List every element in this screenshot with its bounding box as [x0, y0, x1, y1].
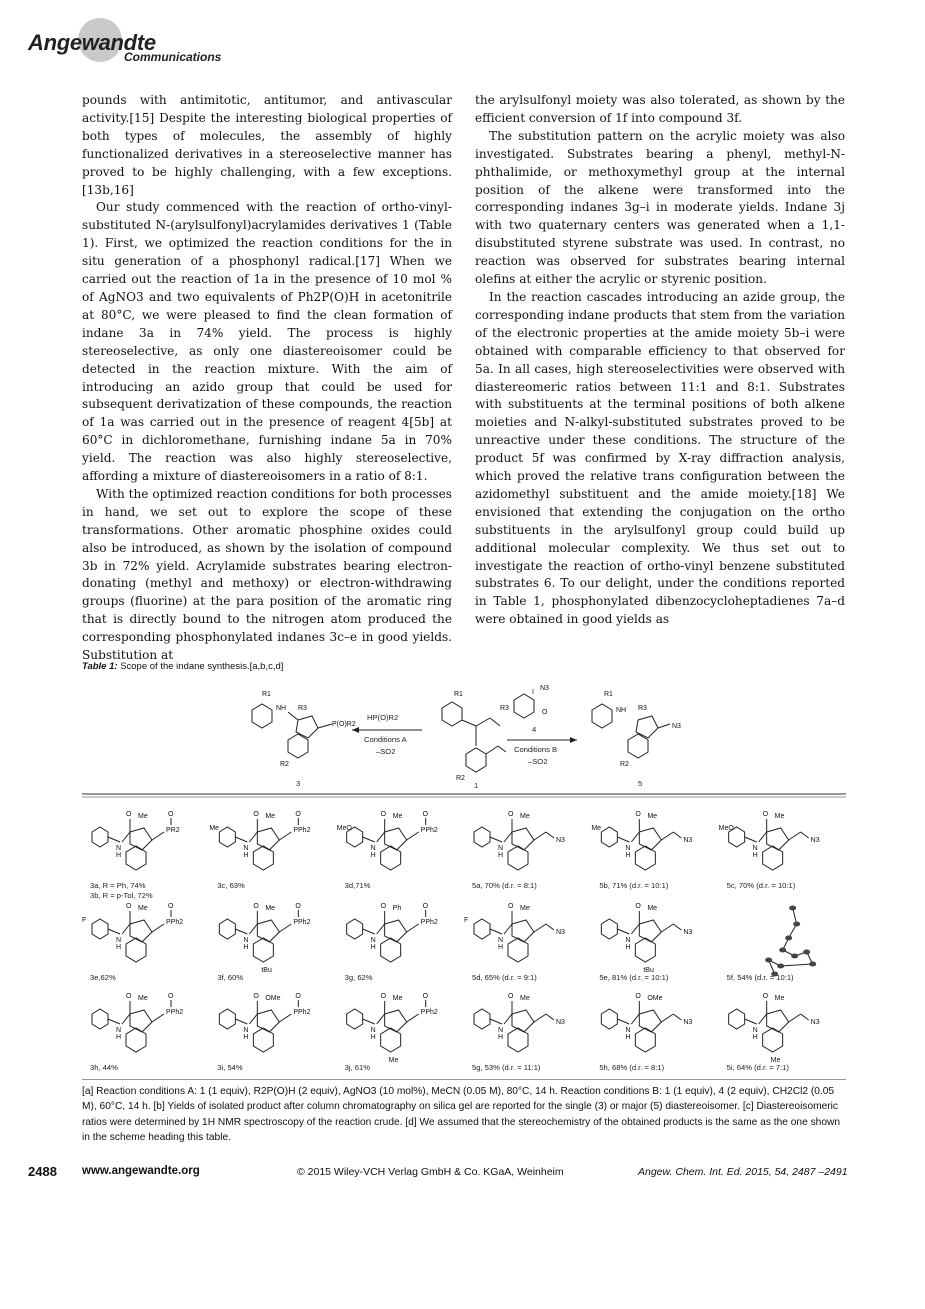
cyclopentane-ring	[385, 920, 407, 942]
nitrogen-label: N	[752, 845, 758, 852]
table-caption-text: Scope of the indane synthesis.[a,b,c,d]	[120, 661, 284, 672]
compound-cell	[345, 993, 438, 1072]
journal-name: Angewandte	[28, 30, 156, 55]
quaternary-substituent: Me	[520, 995, 530, 1002]
phosphoryl-oxygen: O	[168, 811, 174, 818]
aryl-ring	[219, 919, 235, 939]
hydrogen-label: H	[625, 944, 631, 951]
azidomethyl-bond	[546, 1014, 554, 1020]
aryl-substituent: Me	[591, 825, 602, 832]
compound-label: 3c, 63%	[217, 881, 245, 890]
nitrogen-label: N	[498, 937, 504, 944]
hydrogen-label: H	[498, 944, 504, 951]
azide-label: N3	[556, 837, 565, 844]
citation: Angew. Chem. Int. Ed. 2015, 54, 2487 –2491	[638, 1166, 848, 1178]
r1-label-right: R1	[604, 691, 613, 698]
oxygen-label: O	[126, 811, 132, 818]
phosphonyl-label: PPh2	[166, 1009, 184, 1016]
compound-1-label: 1	[474, 781, 479, 790]
aryl-ring	[219, 1009, 235, 1029]
n3-label-right: N3	[672, 723, 681, 730]
oxygen-label: O	[380, 811, 387, 818]
quaternary-substituent: Me	[392, 995, 403, 1002]
xray-atom	[789, 906, 796, 911]
compound-label: 5e, 81% (d.r. = 10:1)	[599, 973, 669, 982]
oxygen-label: O	[762, 993, 769, 1000]
phosphonyl-label: PPh2	[293, 827, 311, 834]
compound-cell	[464, 903, 565, 982]
xray-atom	[793, 922, 800, 927]
r3-label-right: R3	[638, 705, 647, 712]
carbonyl-bond	[377, 924, 385, 934]
quaternary-substituent: OMe	[265, 995, 281, 1002]
azidomethyl-bond	[673, 832, 681, 838]
hydrogen-label: H	[116, 944, 122, 951]
reagent-4-structure	[514, 685, 549, 734]
phosphonyl-label: PPh2	[166, 919, 184, 926]
xray-bond	[781, 964, 813, 966]
hydrogen-label: H	[243, 944, 249, 951]
quaternary-substituent: Me	[520, 813, 530, 820]
carbonyl-bond	[377, 832, 385, 842]
compound-label: 3e,62%	[90, 973, 116, 982]
loss-a: –SO2	[376, 747, 396, 756]
side-chain-bond	[279, 832, 291, 840]
amide-bond	[363, 929, 375, 934]
compound-label: 5a, 70% (d.r. = 8:1)	[472, 881, 537, 890]
compound-3-label: 3	[296, 779, 301, 788]
cyclopentane-ring	[130, 828, 152, 850]
hydrogen-label: H	[498, 1034, 504, 1041]
hydrogen-label: H	[752, 1034, 758, 1041]
quaternary-substituent: Me	[774, 995, 785, 1002]
phosphoryl-oxygen: O	[422, 811, 429, 818]
carbonyl-bond	[122, 1014, 130, 1024]
xray-atom	[777, 964, 784, 969]
hydrogen-label: H	[116, 852, 122, 859]
azidomethyl-bond	[801, 832, 809, 838]
quaternary-substituent: OMe	[647, 995, 663, 1002]
carbonyl-bond	[122, 924, 130, 934]
left-paragraph-1: pounds with antimitotic, antitumor, and antivascular activity.[15] Despite the interesting biological properties of both types of molecules, the assembly of highly functionalized derivatives in a stereoselective manner has proved to be highly challenging, with a few exceptions.[13b,16]	[82, 93, 452, 197]
side-chain-bond	[789, 1014, 801, 1022]
compound-label: 5g, 53% (d.r. = 11:1)	[472, 1063, 541, 1072]
compound-cell	[727, 993, 820, 1072]
aryl-ring	[601, 827, 617, 847]
azide-label: N3	[683, 929, 693, 936]
nitrogen-label: N	[116, 1027, 122, 1034]
oxygen-label: O	[380, 903, 387, 910]
loss-b: –SO2	[528, 757, 548, 766]
oxygen-label: O	[253, 811, 259, 818]
compound-cell	[345, 903, 438, 982]
compound-label: 3a, R = Ph, 74%	[90, 881, 146, 890]
amide-bond	[617, 1019, 629, 1024]
nitrogen-label: N	[116, 937, 122, 944]
carbonyl-bond	[631, 1014, 639, 1024]
left-paragraph-3: With the optimized reaction conditions for both processes in hand, we set out to explore the scope of these transformations. Other aromatic phosphine oxides could also be introduced, as shown by the isolation of compound 3b in 72% yield. Acrylamide substrates bearing electron-donating (methyl and methoxy) or electron-withdrawing groups (fluorine) at the para position of the aromatic ring that is directly bound to the nitrogen atom produced the corresponding phosphonylated indanes 3c–e in good yields. Substitution at	[82, 486, 452, 663]
carbonyl-bond	[122, 832, 130, 842]
quaternary-substituent: Me	[138, 813, 148, 820]
compound-label: 5d, 65% (d.r. = 9:1)	[472, 973, 537, 982]
oxygen-label: O	[508, 903, 514, 910]
aryl-ring	[474, 919, 490, 939]
quaternary-substituent: Me	[774, 813, 785, 820]
side-chain-bond	[661, 1014, 673, 1022]
compound-label: 3i, 54%	[217, 1063, 243, 1072]
reagent-b: 4	[532, 725, 537, 734]
compound-cell	[727, 906, 817, 983]
azide-label: N3	[810, 837, 820, 844]
oxygen-label: O	[253, 993, 259, 1000]
extra-substituent: tBu	[643, 967, 654, 974]
xray-atom	[809, 962, 816, 967]
hydrogen-label: H	[625, 1034, 631, 1041]
aryl-ring	[92, 1009, 108, 1029]
r2-label-left: R2	[280, 761, 289, 768]
r2-label-right: R2	[620, 761, 629, 768]
amide-bond	[363, 1019, 375, 1024]
oxygen-label: O	[508, 993, 514, 1000]
azide-label: N3	[683, 1019, 693, 1026]
compound-cell	[599, 993, 692, 1072]
side-chain-bond	[152, 924, 164, 932]
phosphonyl-label: PPh2	[293, 919, 311, 926]
carbonyl-bond	[504, 832, 512, 842]
aryl-substituent: Me	[209, 825, 220, 832]
r2-label-mid: R2	[456, 775, 465, 782]
page-number: 2488	[28, 1164, 57, 1179]
reagent-a: HP(O)R2	[367, 713, 399, 722]
cyclopentane-ring	[257, 1010, 279, 1032]
section-name: Communications	[124, 50, 222, 64]
phosphonyl-label: PPh2	[420, 919, 438, 926]
conditions-a: Conditions A	[364, 735, 407, 744]
cyclopentane-ring	[639, 1010, 661, 1032]
table-caption	[82, 661, 283, 672]
amide-bond	[617, 837, 629, 842]
oxygen-label: O	[126, 993, 132, 1000]
phosphonyl-label: PR2	[166, 827, 180, 834]
compound-label-secondary: 3b, R = p-Tol, 72%	[90, 891, 153, 900]
azidomethyl-bond	[546, 924, 554, 930]
hydrogen-label: H	[625, 852, 631, 859]
nitrogen-label: N	[116, 845, 122, 852]
compound-cell	[90, 993, 183, 1072]
journal-url[interactable]: www.angewandte.org	[82, 1165, 200, 1177]
oxygen-label: O	[635, 903, 641, 910]
compound-label: 3d,71%	[344, 881, 371, 890]
amide-bond	[363, 837, 375, 842]
side-chain-bond	[407, 924, 419, 932]
quaternary-substituent: Me	[265, 905, 276, 912]
quaternary-substituent: Me	[647, 813, 658, 820]
side-chain-bond	[534, 924, 546, 932]
phosphoryl-oxygen: O	[168, 903, 174, 910]
quaternary-substituent: Ph	[392, 905, 402, 912]
scheme-header	[252, 685, 681, 790]
n3-label-reagent: N3	[540, 685, 549, 692]
compound-label: 5i, 64% (d.r. = 7:1)	[726, 1063, 789, 1072]
extra-substituent: Me	[770, 1057, 781, 1064]
iodine-label: I	[532, 689, 534, 696]
compound-cell	[82, 903, 183, 982]
cyclopentane-ring	[512, 828, 534, 850]
cyclopentane-ring	[130, 1010, 152, 1032]
aryl-ring	[347, 919, 363, 939]
carbonyl-bond	[249, 924, 257, 934]
quaternary-substituent: Me	[265, 813, 276, 820]
cyclopentane-ring	[512, 920, 534, 942]
nitrogen-label: N	[498, 1027, 504, 1034]
side-chain-bond	[534, 1014, 546, 1022]
nitrogen-label: N	[498, 845, 504, 852]
reactant-1-structure	[442, 691, 509, 790]
oxygen-label: O	[635, 993, 641, 1000]
aryl-ring	[729, 1009, 745, 1029]
cyclopentane-ring	[385, 828, 407, 850]
carbonyl-bond	[504, 924, 512, 934]
oxygen-label: O	[762, 811, 769, 818]
azidomethyl-bond	[673, 1014, 681, 1020]
compound-label: 3f, 60%	[217, 973, 244, 982]
amide-bond	[490, 929, 502, 934]
compound-label: 3h, 44%	[90, 1063, 118, 1072]
compound-grid	[82, 811, 820, 1072]
right-paragraph-3: In the reaction cascades introducing an azide group, the corresponding indane products that stem from the variation of the electronic properties at the amide moiety 5b–i were obtained with comparable efficiency to that observed for 5a. In all cases, high stereoselectivities were observed with diastereomeric ratios between 11:1 and 8:1. Substrates with substituents at the terminal positions of both alkene moieties and N-alkyl-substituted substrates proved to be unreactive under these conditions. The structure of the product 5f was confirmed by X-ray diffraction analysis, which proved the relative trans configuration between the azidomethyl substituent and the amide moiety.[18] We envisioned that extending the conjugation on the ortho substituents in the arylsulfonyl group could build up additional molecular complexity. We thus set out to investigate the reaction of ortho-vinyl benzene substituted substrates 6. To our delight, under the conditions reported in Table 1, phosphonylated dibenzocycloheptadienes 7a–d were obtained in good yields as	[475, 289, 845, 627]
copyright: © 2015 Wiley-VCH Verlag GmbH & Co. KGaA, Weinheim	[297, 1166, 564, 1178]
phosphoryl-oxygen: O	[295, 903, 301, 910]
right-paragraph-1: the arylsulfonyl moiety was also tolerated, as shown by the efficient conversion of 1f into compound 3f.	[475, 93, 845, 125]
nitrogen-label: N	[370, 845, 376, 852]
azidomethyl-bond	[546, 832, 554, 838]
cyclopentane-ring	[767, 828, 789, 850]
right-paragraph-2: The substitution pattern on the acrylic moiety was also investigated. Substrates bearing a phenyl, methyl-N-phthalimide, or methoxymethyl group at the internal position of the alkene were transformed into the corresponding indanes 3g–i in moderate yields. Indane 3j with two quaternary centers was generated when a 1,1-disubstituted styrene substrate was used. In contrast, no reaction was observed for substrates bearing internal olefins at either the acrylic or styrenic position.	[475, 128, 845, 287]
amide-bond	[108, 929, 120, 934]
side-chain-bond	[661, 832, 673, 840]
xray-atom	[765, 958, 772, 963]
compound-label: 5f, 54% (d.r. = 10:1)	[726, 973, 794, 982]
compound-cell	[472, 993, 565, 1072]
aryl-ring	[92, 919, 108, 939]
cyclopentane-ring	[639, 828, 661, 850]
hydrogen-label: H	[243, 1034, 249, 1041]
table-caption-label: Table 1:	[82, 661, 118, 672]
left-paragraph-2: Our study commenced with the reaction of ortho-vinyl-substituted N-(arylsulfonyl)acrylamides derivatives 1 (Table 1). First, we optimized the reaction conditions for the in situ generation of a phosphonyl radical.[17] When we carried out the reaction of 1a in the presence of 10 mol % of AgNO3 and two equivalents of Ph2P(O)H in acetonitrile at 80°C, we were pleased to find the clean formation of indane 3a in 74% yield. The process is highly stereoselective, as only one diastereoisomer could be detected in the reaction mixture. With the aim of introducing an azido group that could be used for subsequent derivatization of these compounds, the reaction of 1a was carried out in the presence of reagent 4[5b] at 60°C in dichloromethane, furnishing indane 5a in 70% yield. The reaction was also highly stereoselective, affording a mixture of diastereoisomers in a ratio of 8:1.	[82, 200, 452, 484]
r1-label-left: R1	[262, 691, 271, 698]
compound-cell	[337, 811, 438, 890]
aryl-ring	[92, 827, 108, 847]
compound-cell	[591, 811, 692, 890]
r3-label-mid: R3	[500, 705, 509, 712]
compound-cell	[719, 811, 820, 890]
amide-bond	[745, 837, 757, 842]
amide-bond	[617, 929, 629, 934]
hydrogen-label: H	[116, 1034, 122, 1041]
amide-bond	[108, 1019, 120, 1024]
oxygen-label: O	[380, 993, 387, 1000]
nitrogen-label: N	[243, 937, 249, 944]
compound-label: 3j, 61%	[344, 1063, 371, 1072]
phosphoryl-oxygen: O	[295, 993, 301, 1000]
r3-label-left: R3	[298, 705, 307, 712]
compound-cell	[217, 993, 310, 1072]
carbonyl-bond	[631, 832, 639, 842]
amide-bond	[235, 929, 247, 934]
quaternary-substituent: Me	[138, 995, 148, 1002]
xray-atom	[785, 936, 792, 941]
r1-label-mid: R1	[454, 691, 463, 698]
nh-label-right: NH	[616, 707, 627, 714]
carbonyl-bond	[759, 832, 767, 842]
amide-bond	[490, 837, 502, 842]
carbonyl-bond	[759, 1014, 767, 1024]
phosphoryl-oxygen: O	[422, 993, 429, 1000]
nitrogen-label: N	[370, 937, 376, 944]
amide-bond	[745, 1019, 757, 1024]
amide-bond	[108, 837, 120, 842]
hydrogen-label: H	[752, 852, 758, 859]
right-column	[475, 92, 845, 629]
nitrogen-label: N	[625, 845, 631, 852]
side-chain-bond	[407, 832, 419, 840]
xray-atom	[803, 950, 810, 955]
product-3-structure	[252, 691, 356, 788]
aryl-substituent: MeO	[336, 825, 352, 832]
aryl-ring	[219, 827, 235, 847]
conditions-b: Conditions B	[514, 745, 558, 754]
azide-label: N3	[810, 1019, 820, 1026]
side-chain-bond	[152, 1014, 164, 1022]
compound-cell	[217, 903, 310, 982]
compound-cell	[472, 811, 565, 890]
phosphonyl-label: PPh2	[420, 1009, 438, 1016]
compound-label: 5b, 71% (d.r. = 10:1)	[599, 881, 669, 890]
phosphonyl-label: PPh2	[293, 1009, 311, 1016]
aryl-ring	[347, 1009, 363, 1029]
side-chain-bond	[661, 924, 673, 932]
nitrogen-label: N	[243, 1027, 249, 1034]
xray-atom	[791, 954, 798, 959]
nitrogen-label: N	[625, 937, 631, 944]
nitrogen-label: N	[625, 1027, 631, 1034]
amide-bond	[235, 837, 247, 842]
extra-substituent: Me	[388, 1057, 399, 1064]
compound-label: 5h, 68% (d.r. = 8:1)	[599, 1063, 665, 1072]
hydrogen-label: H	[370, 1034, 376, 1041]
side-chain-bond	[789, 832, 801, 840]
left-column	[82, 92, 452, 665]
compound-label: 3g, 62%	[344, 973, 373, 982]
azidomethyl-bond	[801, 1014, 809, 1020]
table-footnotes: [a] Reaction conditions A: 1 (1 equiv), R2P(O)H (2 equiv), AgNO3 (10 mol%), MeCN (0.05 M), 80°C, 14 h. Reaction conditions B: 1 (1 equiv), 4 (2 equiv), CH2Cl2 (0.05 M), 60°C, 14 h. [b] Yields of isolated product after column chromatography on silica gel are reported for the single (3) or major (5) diastereoisomer. [c] Diastereoisomeric ratios were determined by 1H NMR spectroscopy of the reaction crude. [d] We assumed that the stereochemistry of the obtained products is the same as the one shown in the scheme heading this table.	[82, 1086, 841, 1143]
aryl-ring	[601, 919, 617, 939]
nitrogen-label: N	[752, 1027, 758, 1034]
compound-cell	[209, 811, 310, 890]
nitrogen-label: N	[243, 845, 249, 852]
oxygen-label: O	[253, 903, 259, 910]
hydrogen-label: H	[498, 852, 504, 859]
compound-cell	[599, 903, 692, 982]
hydrogen-label: H	[370, 852, 376, 859]
o-label-reagent: O	[542, 709, 548, 716]
phosphoryl-oxygen: O	[168, 993, 174, 1000]
carbonyl-bond	[377, 1014, 385, 1024]
reaction-scheme-figure	[82, 680, 846, 1080]
xray-atom	[779, 948, 786, 953]
aryl-ring	[474, 827, 490, 847]
cyclopentane-ring	[130, 920, 152, 942]
quaternary-substituent: Me	[392, 813, 403, 820]
aryl-substituent: F	[82, 917, 87, 924]
carbonyl-bond	[504, 1014, 512, 1024]
side-chain-bond	[152, 832, 164, 840]
cyclopentane-ring	[639, 920, 661, 942]
oxygen-label: O	[508, 811, 514, 818]
extra-substituent: tBu	[261, 967, 272, 974]
aryl-substituent: F	[464, 917, 469, 924]
azide-label: N3	[556, 1019, 565, 1026]
hydrogen-label: H	[243, 852, 249, 859]
azidomethyl-bond	[673, 924, 681, 930]
cyclopentane-ring	[512, 1010, 534, 1032]
compound-5-label: 5	[638, 779, 643, 788]
cyclopentane-ring	[385, 1010, 407, 1032]
quaternary-substituent: Me	[647, 905, 658, 912]
nitrogen-label: N	[370, 1027, 376, 1034]
nh-label-left: NH	[276, 705, 287, 712]
cyclopentane-ring	[257, 920, 279, 942]
quaternary-substituent: Me	[138, 905, 148, 912]
carbonyl-bond	[631, 924, 639, 934]
product-5-structure	[592, 691, 681, 788]
quaternary-substituent: Me	[520, 905, 530, 912]
aryl-ring	[474, 1009, 490, 1029]
side-chain-bond	[407, 1014, 419, 1022]
azide-label: N3	[683, 837, 693, 844]
side-chain-bond	[279, 924, 291, 932]
por2-label: P(O)R2	[332, 721, 356, 728]
amide-bond	[490, 1019, 502, 1024]
cyclopentane-ring	[767, 1010, 789, 1032]
phosphoryl-oxygen: O	[295, 811, 301, 818]
side-chain-bond	[534, 832, 546, 840]
phosphoryl-oxygen: O	[422, 903, 429, 910]
oxygen-label: O	[126, 903, 132, 910]
azide-label: N3	[556, 929, 565, 936]
oxygen-label: O	[635, 811, 641, 818]
hydrogen-label: H	[370, 944, 376, 951]
compound-label: 5c, 70% (d.r. = 10:1)	[726, 881, 796, 890]
aryl-substituent: MeO	[718, 825, 734, 832]
cyclopentane-ring	[257, 828, 279, 850]
phosphonyl-label: PPh2	[420, 827, 438, 834]
carbonyl-bond	[249, 832, 257, 842]
carbonyl-bond	[249, 1014, 257, 1024]
compound-cell	[90, 811, 180, 900]
amide-bond	[235, 1019, 247, 1024]
side-chain-bond	[279, 1014, 291, 1022]
aryl-ring	[601, 1009, 617, 1029]
